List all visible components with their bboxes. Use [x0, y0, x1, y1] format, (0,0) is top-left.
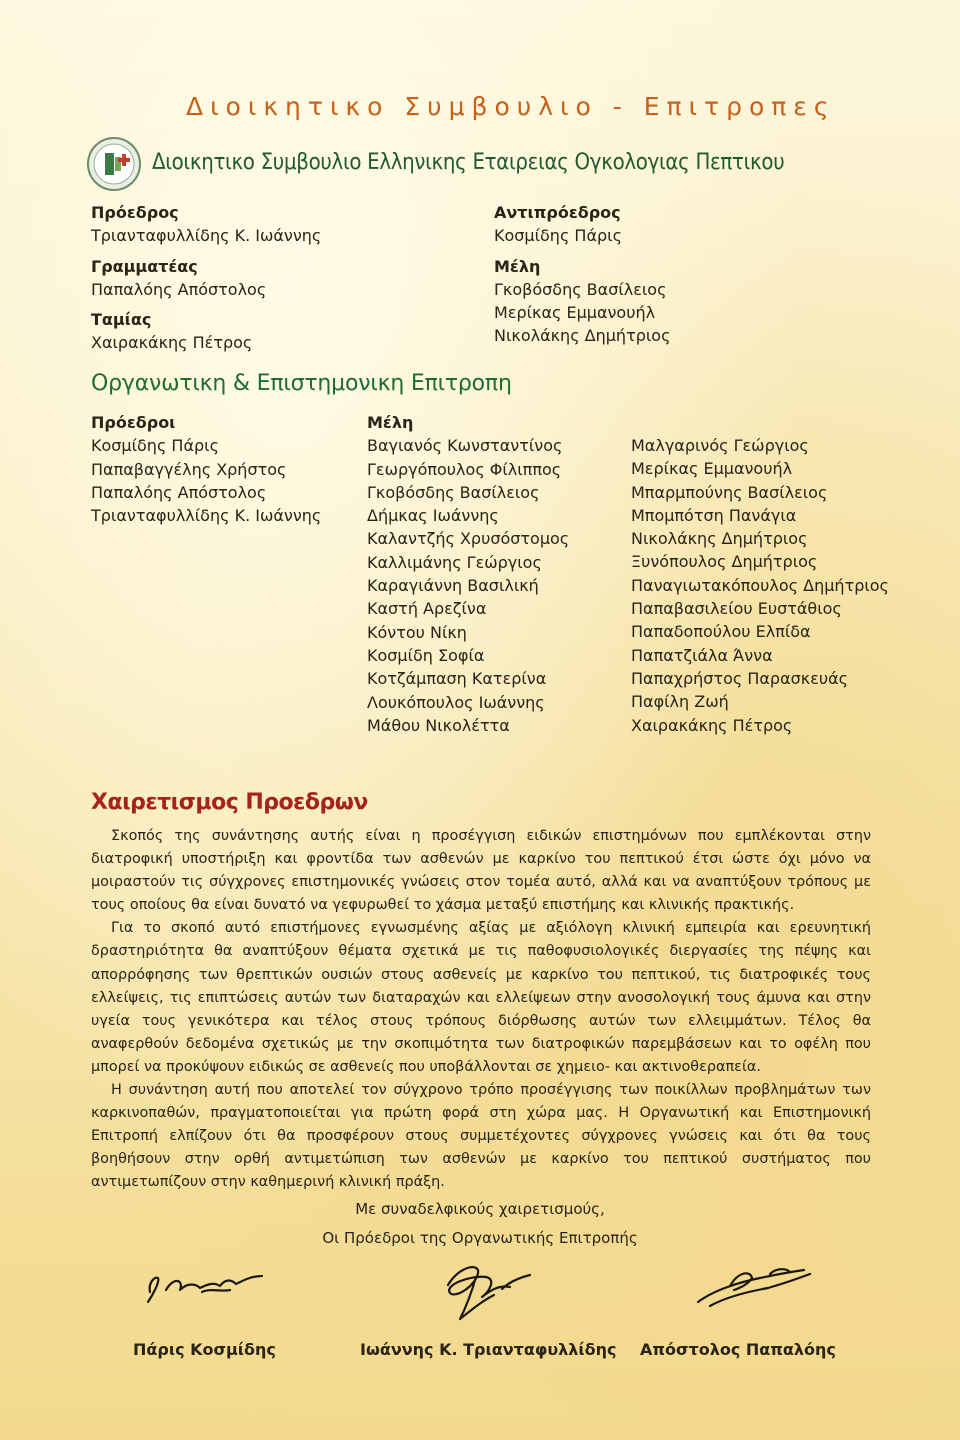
committee-member: Κοσμίδη Σοφία: [367, 645, 485, 665]
board-right-column: [494, 201, 670, 348]
committee-member: Γκοβόσδης Βασίλειος: [367, 482, 540, 502]
committee-member: Λουκόπουλος Ιωάννης: [367, 692, 545, 712]
greeting-paragraph: Σκοπός της συνάντησης αυτής είναι η προσέγγιση ειδικών επιστημόνων που εμπλέκονται στην διατροφική υποστήριξη και φροντίδα των ασθενών με καρκίνο του πεπτικού έτσι ώστε όχι μόνο να μοιραστούν τις σύγχρονες επιστημονικές γνώσεις στον τομέα αυτό, αλλά και να αναπτύξουν τρόπους με τους οποίους θα είναι δυνατό να γεφυρωθεί το χάσμα μεταξύ επιστήμης και κλινικής πρακτικής.: [91, 828, 871, 914]
committee-presidents-column: [91, 411, 321, 527]
board-member: Μερίκας Εμμανουήλ: [494, 303, 656, 323]
committee-member: Χαιρακάκης Πέτρος: [631, 715, 793, 735]
secretary-label: Γραμματέας: [91, 256, 198, 276]
committee-member: Παπαβασιλείου Ευστάθιος: [631, 599, 842, 619]
committee-member: Μπομπότση Πανάγια: [631, 505, 797, 525]
committee-member: Γεωργόπουλος Φίλιππος: [367, 459, 562, 479]
signer-name: Πάρις Κοσμίδης: [133, 1340, 276, 1359]
closing-line-2: Οι Πρόεδροι της Οργανωτικής Επιτροπής: [322, 1229, 638, 1247]
board-title: Διοικητικο Συμβουλιο Ελληνικης Εταιρειας Ογκολογιας Πεπτικου: [152, 150, 785, 175]
secretary-name: Παπαλόης Απόστολος: [91, 279, 267, 299]
signature-triantafyllidis-icon: [430, 1255, 540, 1325]
greeting-title: Χαιρετισμος Προεδρων: [91, 790, 368, 815]
committee-member: Παπαδοπούλου Ελπίδα: [631, 622, 811, 642]
committee-member: Μάθου Νικολέττα: [367, 715, 510, 735]
vice-president-label: Αντιπρόεδρος: [494, 203, 621, 222]
signature-kosmidis-icon: [140, 1262, 270, 1307]
committee-president: Τριανταφυλλίδης Κ. Ιωάννης: [91, 506, 322, 526]
committee-member: Ξυνόπουλος Δημήτριος: [631, 552, 818, 572]
board-member: Γκοβόσδης Βασίλειος: [494, 279, 667, 299]
society-logo-icon: [86, 136, 142, 192]
committee-members-label: Μέλη: [367, 413, 414, 432]
committee-president: Παπαλόης Απόστολος: [91, 482, 267, 502]
committee-member: Μερίκας Εμμανουήλ: [631, 459, 793, 479]
page-title: Διοικητικο Συμβουλιο - Επιτροπες: [186, 92, 836, 121]
treasurer-label: Ταμίας: [91, 310, 152, 330]
committee-member: Παφίλη Ζωή: [631, 692, 729, 712]
committee-member: Παπαχρήστος Παρασκευάς: [631, 668, 849, 688]
vice-president-name: Κοσμίδης Πάρις: [494, 226, 622, 246]
committee-title: Οργανωτικη & Επιστημονικη Επιτροπη: [91, 371, 512, 396]
president-name: Τριανταφυλλίδης Κ. Ιωάννης: [91, 226, 322, 246]
committee-member: Κόντου Νίκη: [367, 622, 467, 642]
committee-member: Δήμκας Ιωάννης: [367, 506, 499, 526]
committee-member: Μπαρμπούνης Βασίλειος: [631, 482, 828, 502]
committee-presidents-label: Πρόεδροι: [91, 413, 176, 432]
committee-member: Καραγιάννη Βασιλική: [367, 576, 539, 596]
committee-member: Βαγιανός Κωνσταντίνος: [367, 436, 563, 456]
closing-line-1: Με συναδελφικούς χαιρετισμούς,: [355, 1200, 605, 1218]
committee-member: Παπατζιάλα Άννα: [631, 645, 773, 665]
committee-member: Καλαντζής Χρυσόστομος: [367, 529, 570, 549]
signer-name: Απόστολος Παπαλόης: [640, 1340, 836, 1359]
board-member: Νικολάκης Δημήτριος: [494, 326, 671, 346]
greeting-paragraph: Για το σκοπό αυτό επιστήμονες εγνωσμένης αξίας με αξιόλογη κλινική εμπειρία και ερευνητική δραστηριότητα θα αναπτύξουν θέματα σχετικά με τις παθοφυσιολογικές διεργασίες της πέψης και απορρόφησης των θρεπτικών ουσιών στους ασθενείς με καρκίνο του πεπτικού, τις διατροφικές τους ελλείψεις, τις επιπτώσεις αυτών των διαταραχών και ελλείψεων στην ανοσολογική τους άμυνα και στην υγεία τους γενικότερα και τέλος στους τρόπους διόρθωσης αυτών των ελλειμμάτων. Τέλος θα αναφερθούν δεδομένα σχετικώς με την σκοπιμότητα των διατροφικών παρεμβάσεων και το οφέλη που μπορεί να προκύψουν ειδικώς σε ασθενείς που υποβάλλονται σε χημειο- και ακτινοθεραπεία.: [91, 920, 871, 1075]
committee-member: Μαλγαρινός Γεώργιος: [631, 436, 809, 455]
committee-member: Νικολάκης Δημήτριος: [631, 529, 808, 549]
greeting-letter: [91, 825, 871, 1195]
committee-member: Καλλιμάνης Γεώργιος: [367, 552, 542, 572]
signature-papalois-icon: [690, 1262, 820, 1312]
committee-member: Παναγιωτακόπουλος Δημήτριος: [631, 575, 889, 595]
committee-member: Καστή Αρεζίνα: [367, 599, 487, 619]
committee-president: Κοσμίδης Πάρις: [91, 436, 219, 456]
signer-name: Ιωάννης Κ. Τριανταφυλλίδης: [360, 1340, 617, 1359]
committee-members-column-1: [367, 411, 569, 737]
president-label: Πρόεδρος: [91, 203, 179, 222]
greeting-paragraph: Η συνάντηση αυτή που αποτελεί τον σύγχρονο τρόπο προσέγγισης των ποικίλλων προβλημάτων των καρκινοπαθών, πραγματοποιείται για πρώτη φορά στη χώρα μας. Η Οργανωτική και Επιστημονική Επιτροπή ελπίζουν ότι θα προσφέρουν στους συμμετέχοντες σύγχρονες γνώσεις και ότι θα τους βοηθήσουν στην ορθή αντιμετώπιση των ασθενών με καρκίνο του πεπτικού συστήματος που αντιμετωπίζουν στην καθημερινή κλινική πράξη.: [91, 1082, 871, 1191]
board-members-label: Μέλη: [494, 256, 541, 276]
committee-members-column-2: [631, 434, 889, 737]
treasurer-name: Χαιρακάκης Πέτρος: [91, 333, 253, 353]
committee-president: Παπαβαγγέλης Χρήστος: [91, 459, 287, 479]
board-left-column: [91, 201, 321, 355]
committee-member: Κοτζάμπαση Κατερίνα: [367, 669, 547, 689]
